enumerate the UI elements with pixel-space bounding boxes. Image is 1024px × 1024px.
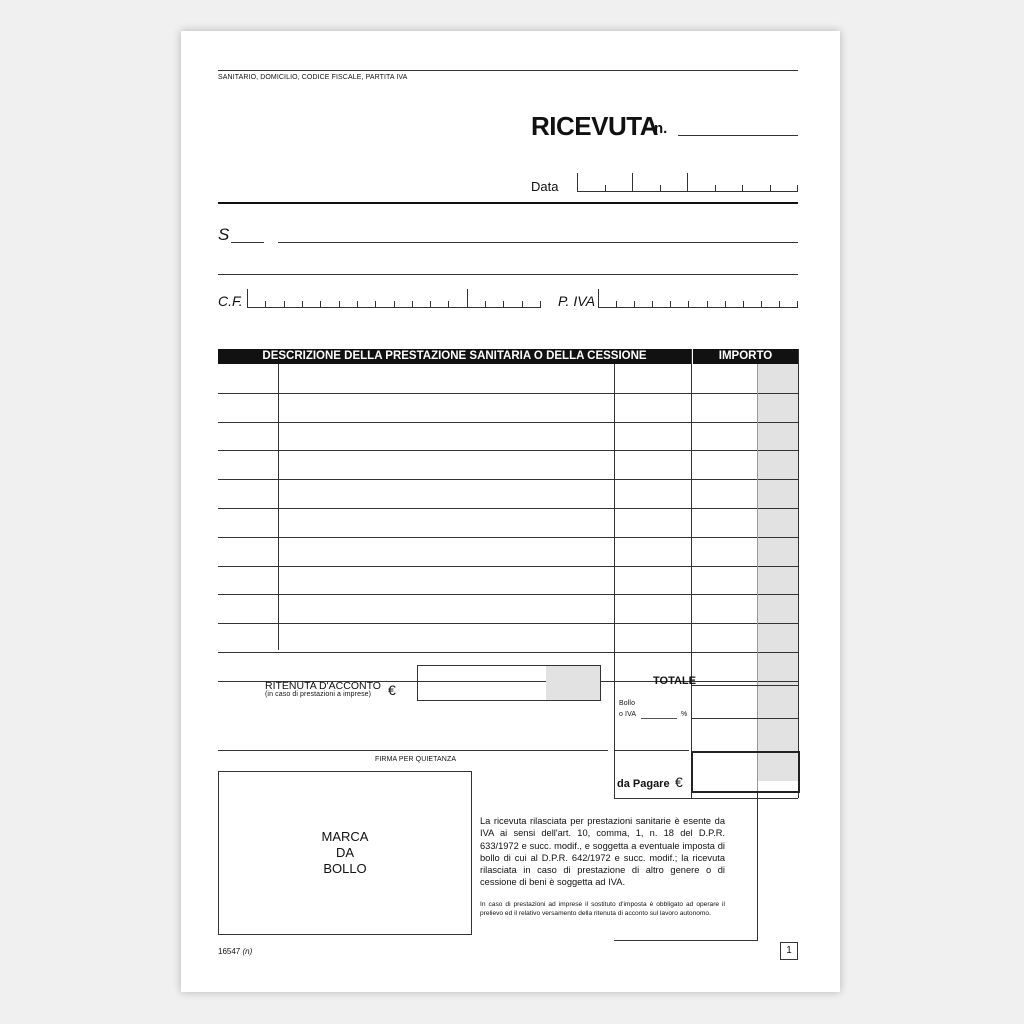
table-row[interactable] (218, 537, 798, 538)
qty-column-divider (278, 364, 279, 650)
table-row[interactable] (218, 450, 798, 451)
table-row[interactable] (218, 594, 798, 595)
form-code-number: 16547 (218, 947, 241, 956)
due-currency-icon: € (675, 774, 683, 790)
stub-bottom-rule (614, 940, 758, 941)
signature-line[interactable] (218, 750, 608, 751)
description-header: DESCRIZIONE DELLA PRESTAZIONE SANITARIA O DELLA CESSIONE (218, 349, 691, 364)
total-amount-field[interactable] (691, 685, 798, 686)
piva-field[interactable] (598, 287, 798, 308)
date-field[interactable] (577, 169, 798, 192)
tax-exemption-note: La ricevuta rilasciata per prestazioni sanitarie è esente da IVA ai sensi dell'art. 10, comma, 1, n. 18 del D.P.R. 633/1972 e succ. modif., e soggetta a eventuale imposta di bollo di cui al D.P.R. 642/1972 e succ. modif.; la ricevuta rilasciata in caso di prestazione di altro genere o di cessione di beni è soggetta ad IVA. (480, 816, 725, 888)
copy-number-box: 1 (780, 942, 798, 960)
withholding-label: RITENUTA D'ACCONTO (265, 680, 381, 692)
amount-due-field[interactable] (691, 751, 800, 793)
signature-label: FIRMA PER QUIETANZA (375, 756, 457, 763)
recipient-address-field[interactable] (218, 274, 798, 275)
top-rule (218, 70, 798, 71)
cf-field[interactable] (247, 287, 541, 308)
recipient-name-field[interactable] (278, 242, 798, 243)
table-row[interactable] (218, 479, 798, 480)
stamp-line-2: DA (335, 845, 355, 860)
amount-header: IMPORTO (693, 349, 798, 364)
withholding-sublabel: (in caso di prestazioni a imprese) (265, 691, 372, 698)
header-divider (218, 202, 798, 204)
table-row[interactable] (218, 623, 798, 624)
table-row[interactable] (218, 422, 798, 423)
table-row[interactable] (218, 508, 798, 509)
totals-divider (614, 750, 689, 751)
vat-rate-field[interactable] (641, 718, 677, 719)
issuer-caption: SANITARIO, DOMICILIO, CODICE FISCALE, PARTITA IVA (218, 74, 408, 81)
receipt-sheet (181, 31, 840, 992)
amount-column-divider (691, 349, 692, 798)
form-code (218, 947, 252, 956)
stamp-amount-field[interactable] (691, 718, 798, 719)
stamp-line-3: BOLLO (323, 861, 367, 876)
revenue-stamp-box (218, 771, 472, 935)
vat-label: o IVA (619, 711, 637, 718)
withholding-amount-field[interactable] (417, 665, 601, 701)
totals-bottom-rule (614, 798, 798, 799)
s-label: S (218, 225, 230, 244)
total-label: TOTALE (653, 675, 696, 687)
stamp-label: Bollo (619, 700, 636, 707)
table-row[interactable] (218, 652, 798, 653)
piva-label: P. IVA (558, 293, 596, 309)
number-label: n. (654, 120, 668, 137)
receipt-title: RICEVUTA (531, 111, 658, 141)
date-label: Data (531, 179, 559, 194)
receipt-number-field[interactable] (678, 135, 798, 136)
cents-column-divider (757, 364, 758, 798)
table-row[interactable] (218, 566, 798, 567)
price-column-divider (614, 364, 615, 798)
form-code-variant: (n) (242, 947, 253, 956)
table-row[interactable] (218, 393, 798, 394)
withholding-currency-icon: € (388, 682, 396, 698)
withholding-note: In caso di prestazioni ad imprese il sostituto d'imposta è obbligato ad operare il prelievo ed il relativo versamento della ritenuta di acconto sul lavoro autonomo. (480, 901, 725, 917)
percent-sign: % (681, 711, 688, 718)
table-right-edge (798, 349, 799, 798)
stamp-line-1: MARCA (321, 829, 369, 844)
due-label: da Pagare (617, 778, 670, 790)
cf-label: C.F. (218, 293, 243, 309)
title-field[interactable] (231, 242, 264, 243)
stub-right-edge (757, 793, 758, 941)
